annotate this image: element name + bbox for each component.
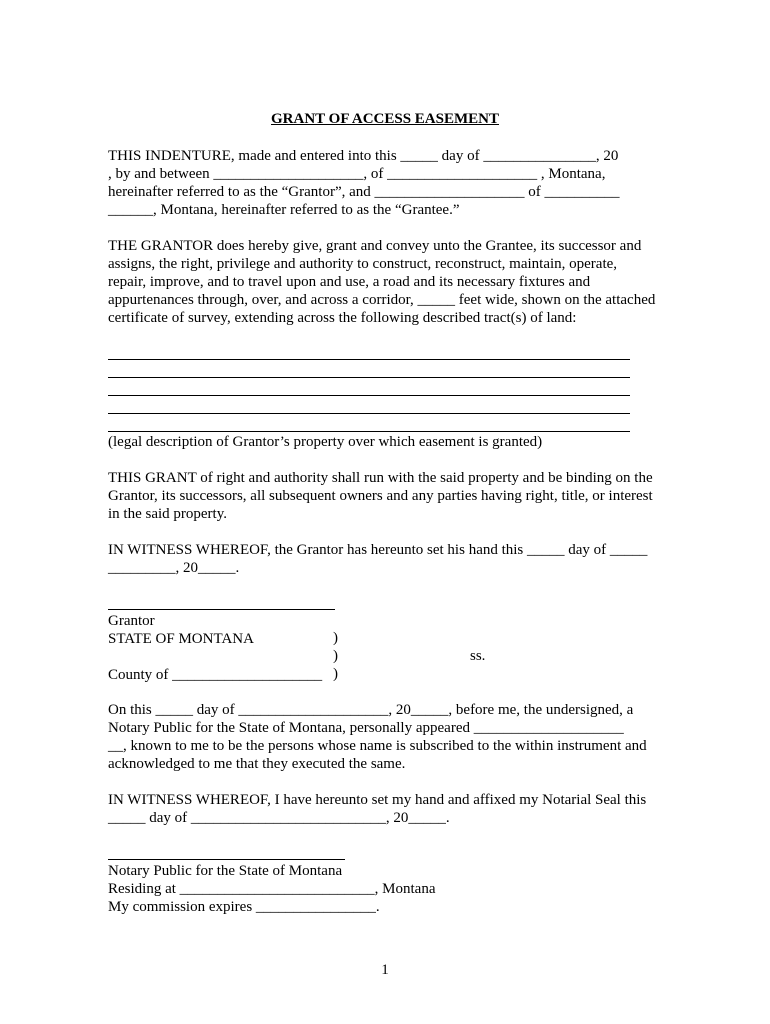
grantor-witness-paragraph — [108, 541, 648, 577]
grant-line: Grantor, its successors, all subsequent owners and any parties having right, title, or interest — [108, 488, 653, 504]
indenture-line: ______, Montana, hereinafter referred to as the “Grantee.” — [108, 202, 460, 218]
indenture-line: hereinafter referred to as the “Grantor”, and ____________________ of __________ — [108, 184, 620, 200]
notary-line: acknowledged to me that they executed the same. — [108, 756, 406, 772]
notary-block-line: My commission expires ________________. — [108, 899, 380, 915]
notary-line: On this _____ day of ____________________, 20_____, before me, the undersigned, a — [108, 702, 634, 718]
venue-paren: ) — [333, 648, 338, 664]
notary-witness-paragraph — [108, 791, 648, 827]
page-number: 1 — [381, 962, 389, 978]
grant-paragraph — [108, 469, 653, 523]
document-title: GRANT OF ACCESS EASEMENT — [271, 111, 499, 127]
witness-line: IN WITNESS WHEREOF, the Grantor has hereunto set his hand this _____ day of _____ — [108, 542, 648, 558]
grantor-line: THE GRANTOR does hereby give, grant and convey unto the Grantee, its successor and — [108, 238, 642, 254]
legal-description-caption: (legal description of Grantor’s property over which easement is granted) — [108, 434, 543, 450]
grantor-label: Grantor — [108, 613, 155, 629]
witness-line: _________, 20_____. — [108, 560, 240, 576]
county-label: County of ____________________ — [108, 667, 323, 683]
legal-description-line — [108, 395, 630, 396]
notary-line: __, known to me to be the persons whose name is subscribed to the within instrument and — [108, 738, 647, 754]
notary-signature-line — [108, 859, 345, 860]
state-label: STATE OF MONTANA — [108, 631, 254, 647]
grantor-line: repair, improve, and to travel upon and use, a road and its necessary fixtures and — [108, 274, 591, 290]
notary-block-line: Residing at __________________________, Montana — [108, 881, 436, 897]
grantor-line: certificate of survey, extending across the following described tract(s) of land: — [108, 310, 577, 326]
venue-paren: ) — [333, 666, 338, 682]
grantor-line: appurtenances through, over, and across a corridor, _____ feet wide, shown on the attached — [108, 292, 656, 308]
legal-description-line — [108, 413, 630, 414]
notary-line: Notary Public for the State of Montana, personally appeared ____________________ — [108, 720, 624, 736]
grantor-signature-line — [108, 609, 335, 610]
notary-block-line: Notary Public for the State of Montana — [108, 863, 343, 879]
grantor-paragraph — [108, 237, 656, 327]
notary-block — [108, 862, 648, 916]
legal-description-line — [108, 431, 630, 432]
grantor-line: assigns, the right, privilege and authority to construct, reconstruct, maintain, operate, — [108, 256, 618, 272]
grant-line: THIS GRANT of right and authority shall run with the said property and be binding on the — [108, 470, 653, 486]
indenture-line: , by and between ____________________, of ____________________ , Montana, — [108, 166, 606, 182]
indenture-paragraph — [108, 147, 648, 219]
notary-acknowledgment-paragraph — [108, 701, 648, 773]
indenture-line: THIS INDENTURE, made and entered into this _____ day of _______________, 20 — [108, 148, 619, 164]
seal-line: IN WITNESS WHEREOF, I have hereunto set my hand and affixed my Notarial Seal this — [108, 792, 647, 808]
venue-paren: ) — [333, 630, 338, 646]
seal-line: _____ day of __________________________, 20_____. — [108, 810, 450, 826]
grant-line: in the said property. — [108, 506, 227, 522]
ss-label: ss. — [470, 648, 486, 664]
legal-description-line — [108, 359, 630, 360]
legal-description-line — [108, 377, 630, 378]
